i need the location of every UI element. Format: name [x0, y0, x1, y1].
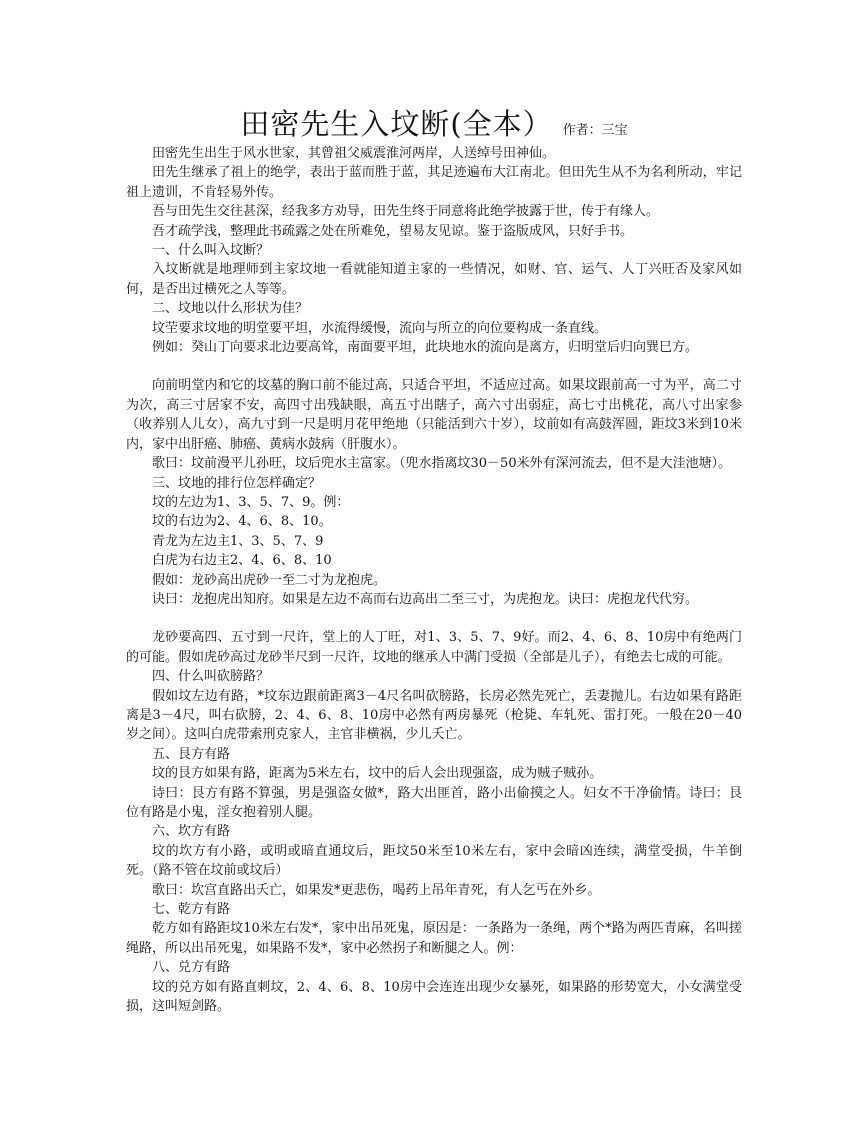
paragraph: 坟的左边为1、3、5、7、9。例： [152, 494, 350, 510]
paragraph: 青龙为左边主1、3、5、7、9 [152, 533, 324, 549]
paragraph: 诗曰：艮方有路不算强，男是强盗女做*，路大出匪首，路小出偷摸之人。妇女不干净偷情。诗曰：艮位有路是小鬼，淫女抱着别人腿。 [126, 785, 742, 820]
paragraph: 入坟断就是地理师到主家坟地一看就能知道主家的一些情况，如财、官、运气、人丁兴旺否及家风如何，是否出过横死之人等等。 [126, 262, 742, 297]
paragraph: 龙砂要高四、五寸到一尺许，堂上的人丁旺，对1、3、5、7、9好。而2、4、6、8、10房中有绝两门的可能。假如虎砂高过龙砂半尺到一尺许，坟地的继承人中满门受损（全部是儿子），有绝去七成的可能。 [126, 630, 742, 665]
title-row [126, 104, 742, 144]
paragraph: 田先生继承了祖上的绝学，表出于蓝而胜于蓝，其足迹遍布大江南北。但田先生从不为名利所动，牢记祖上遗训，不肯轻易外传。 [126, 165, 742, 200]
paragraph: 坟的艮方如果有路，距离为5米左右，坟中的后人会出现强盗，成为贼子贼孙。 [152, 766, 603, 782]
section-heading: 六、坎方有路 [152, 824, 231, 840]
paragraph: 坟的右边为2、4、6、8、10。 [152, 514, 332, 530]
paragraph: 歌曰：坎宫直路出夭亡，如果发*更悲伤，喝药上吊年青死，有人乞丐在外乡。 [152, 882, 601, 898]
document-body [126, 144, 742, 1016]
section-heading: 一、什么叫入坟断？ [152, 243, 270, 259]
paragraph: 向前明堂内和它的坟墓的胸口前不能过高，只适合平坦，不适应过高。如果坟跟前高一寸为平，高二寸为次，高三寸居家不安，高四寸出残缺眼，高五寸出瞎子，高六寸出弱症，高七寸出桃花，高八寸出家参（收养别人儿女），高九寸到一尺是明月花甲绝地（只能活到六十岁），坟前如有高鼓浑圆，距坟3米到10米内，家中出肝癌、肺癌、黄病水鼓病（肝腹水）。 [126, 378, 742, 452]
paragraph: 例如：癸山丁向要求北边要高耸，南面要平坦，此块地水的流向是离方，归明堂后归向巽巳方。 [152, 340, 699, 356]
document-author: 作者：三宝 [562, 123, 628, 138]
section-heading: 四、什么叫砍膀路？ [152, 669, 270, 685]
section-heading: 八、兑方有路 [152, 960, 231, 976]
paragraph: 白虎为右边主2、4、6、8、10 [152, 553, 332, 569]
paragraph: 坟的坎方有小路，或明或暗直通坟后，距坟50米至10米左右，家中会暗凶连续，满堂受损，牛羊倒死。（路不管在坟前或坟后） [126, 843, 742, 879]
section-heading: 五、艮方有路 [152, 746, 231, 762]
section-heading: 二、坟地以什么形状为佳？ [152, 301, 309, 317]
paragraph: 假如坟左边有路，*坟东边跟前距离3－4尺名叫砍膀路，长房必然先死亡，丢妻抛儿。右边如果有路距离是3－4尺，叫右砍膀，2、4、6、8、10房中必然有两房暴死（枪毙、车轧死、雷打死。一般在20－40岁之间）。这叫白虎带索刑克家人，主官非横祸，少儿夭亡。 [126, 688, 742, 743]
paragraph: 假如：龙砂高出虎砂一至二寸为龙抱虎。 [152, 572, 387, 588]
section-heading: 三、坟地的排行位怎样确定？ [152, 475, 322, 491]
paragraph: 歌曰：坟前漫平儿孙旺，坟后兜水主富家。（兜水指离坟30－50米外有深河流去，但不是大洼池塘）。 [152, 456, 732, 472]
paragraph: 吾才疏学浅，整理此书疏露之处在所难免，望易友见谅。鉴于盗版成风，只好手书。 [152, 223, 634, 239]
paragraph: 诀曰：龙抱虎出知府。如果是左边不高而右边高出二至三寸，为虎抱龙。诀曰：虎抱龙代代穷。 [152, 591, 699, 607]
document-page [126, 104, 742, 1016]
paragraph: 坟茔要求坟地的明堂要平坦，水流得缓慢，流向与所立的向位要构成一条直线。 [152, 320, 608, 336]
section-heading: 七、乾方有路 [152, 902, 231, 918]
paragraph: 坟的兑方如有路直刺坟，2、4、6、8、10房中会连连出现少女暴死，如果路的形势宽大，小女满堂受损，这叫短剑路。 [126, 979, 742, 1015]
paragraph: 田密先生出生于风水世家，其曾祖父威震淮河两岸，人送绰号田神仙。 [152, 146, 556, 161]
paragraph: 吾与田先生交往甚深，经我多方劝导，田先生终于同意将此绝学披露于世，传于有缘人。 [152, 204, 660, 220]
paragraph: 乾方如有路距坟10米左右发*，家中出吊死鬼，原因是：一条路为一条绳，两个*路为两匹青麻，名叫搓绳路，所以出吊死鬼，如果路不发*，家中必然拐子和断腿之人。例： [126, 921, 742, 956]
document-title: 田密先生入坟断(全本） [240, 107, 553, 141]
